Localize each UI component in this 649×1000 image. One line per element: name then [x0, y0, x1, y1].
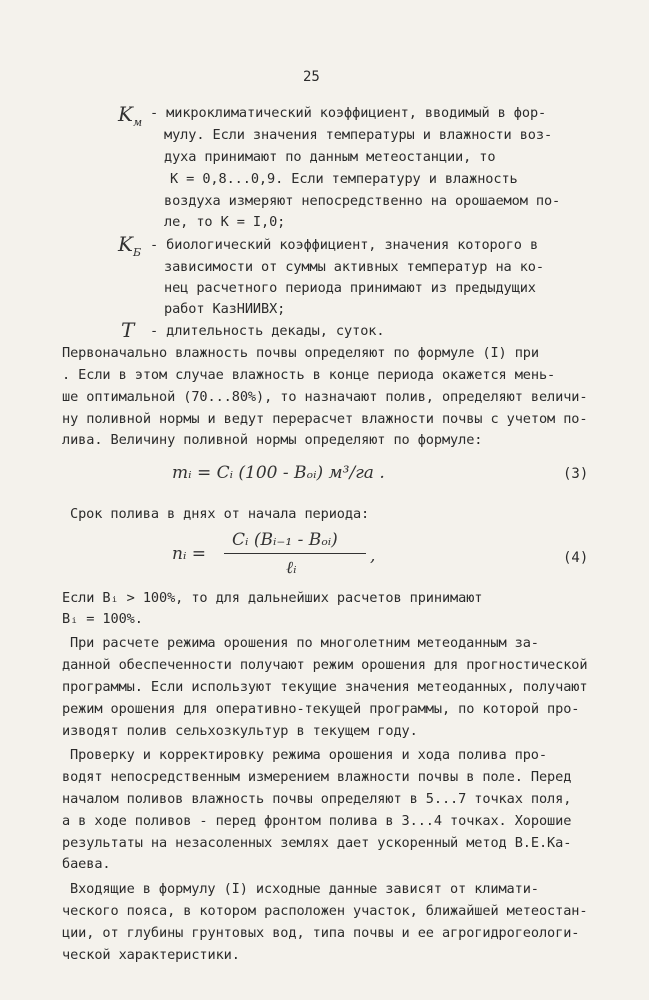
paragraph-1-line: ше оптимальной (70...80%), то назначают полив, определяют величи-	[62, 389, 588, 405]
formula-3-number: (3)	[563, 466, 589, 482]
formula-4-number: (4)	[563, 550, 589, 566]
formula-4-numerator: Cᵢ (Bᵢ₋₁ - Bₒᵢ)	[232, 530, 338, 550]
paragraph-5-line: водят непосредственным измерением влажности почвы в поле. Перед	[62, 769, 572, 785]
formula-4-denominator: ℓᵢ	[286, 558, 297, 578]
paragraph-5-line: началом поливов влажность почвы определяют в 5...7 точках поля,	[62, 791, 572, 807]
definition-kb-line: зависимости от суммы активных температур на ко-	[164, 259, 544, 275]
definition-km-line: мулу. Если значения температуры и влажности воз-	[164, 127, 553, 143]
paragraph-5-line: Проверку и корректировку режима орошения и хода полива про-	[70, 747, 547, 763]
paragraph-3-line: Если Bᵢ > 100%, то для дальнейших расчетов принимают	[62, 590, 483, 606]
formula-4-lhs: nᵢ =	[172, 544, 207, 564]
symbol-k-b: $K_Б$	[118, 232, 142, 259]
paragraph-1-line: ну поливной нормы и ведут перерасчет влажности почвы с учетом по-	[62, 411, 588, 427]
paragraph-6-line: ции, от глубины грунтовых вод, типа почвы и ее агрогидрогеологи-	[62, 925, 580, 941]
definition-km-line: ле, то К = I,0;	[164, 214, 286, 230]
definition-km-line: - микроклиматический коэффициент, вводимый в фор-	[150, 105, 547, 121]
formula-3: mᵢ = Cᵢ (100 - Bₒᵢ) м³/га .	[172, 463, 385, 483]
paragraph-4-line: программы. Если используют текущие значения метеоданных, получают	[62, 679, 588, 695]
paragraph-2: Срок полива в днях от начала периода:	[70, 506, 370, 522]
formula-4-fraction-bar	[224, 553, 366, 554]
paragraph-6-line: ческой характеристики.	[62, 947, 240, 963]
paragraph-5-line: баева.	[62, 856, 111, 872]
paragraph-4-line: режим орошения для оперативно-текущей программы, по которой про-	[62, 701, 580, 717]
paragraph-4-line: данной обеспеченности получают режим орошения для прогностической	[62, 657, 588, 673]
symbol-t: T	[121, 318, 135, 342]
paragraph-1-line: Первоначально влажность почвы определяют по формуле (I) при	[62, 345, 539, 361]
definition-kb-line: нец расчетного периода принимают из предыдущих	[164, 280, 536, 296]
paragraph-5-line: а в ходе поливов - перед фронтом полива в 3...4 точках. Хорошие	[62, 813, 572, 829]
definition-kb-line: - биологический коэффициент, значения которого в	[150, 237, 539, 253]
definition-km-line: воздуха измеряют непосредственно на орошаемом по-	[164, 193, 561, 209]
paragraph-6-line: ческого пояса, в котором расположен участок, ближайшей метеостан-	[62, 903, 588, 919]
definition-km-line: К = 0,8...0,9. Если температуру и влажность	[170, 171, 518, 187]
formula-4-tail: ,	[370, 546, 376, 566]
definition-t-line: - длительность декады, суток.	[150, 323, 385, 339]
definition-km-line: духа принимают по данным метеостанции, то	[164, 149, 496, 165]
paragraph-4-line: изводят полив сельхозкультур в текущем году.	[62, 723, 418, 739]
paragraph-3-line: Bᵢ = 100%.	[62, 611, 143, 627]
paragraph-4-line: При расчете режима орошения по многолетним метеоданным за-	[70, 635, 539, 651]
paragraph-5-line: результаты на незасоленных землях дает ускоренный метод В.Е.Ка-	[62, 835, 572, 851]
symbol-k-m: $K_м$	[118, 102, 143, 129]
definition-kb-line: работ КазНИИВХ;	[164, 301, 286, 317]
paragraph-1-line: лива. Величину поливной нормы определяют по формуле:	[62, 432, 483, 448]
page-number: 25	[303, 69, 320, 85]
paragraph-1-line: . Если в этом случае влажность в конце периода окажется мень-	[62, 367, 556, 383]
paragraph-6-line: Входящие в формулу (I) исходные данные зависят от климати-	[70, 881, 539, 897]
